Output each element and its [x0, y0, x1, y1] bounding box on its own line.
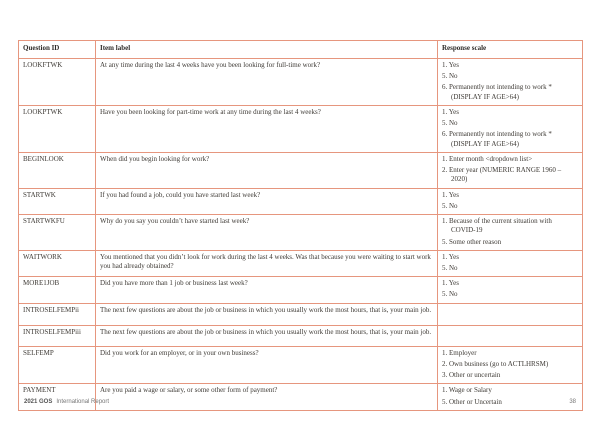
question-id-cell: LOOKPTWK	[19, 105, 96, 152]
response-scale-option: 1. Because of the current situation with COVID-19	[442, 217, 552, 235]
response-scale-option: 5. No	[442, 201, 458, 210]
response-scale-cell	[438, 59, 583, 106]
item-label-cell: Why do you say you couldn’t have started last week?	[96, 215, 438, 251]
table-row	[19, 215, 583, 251]
question-id-cell: INTROSELFEMPiii	[19, 325, 96, 346]
table-row	[19, 303, 583, 325]
table-header-row	[19, 41, 583, 59]
page-number: 38	[569, 399, 576, 405]
question-id-cell: PAYMENT	[19, 384, 96, 410]
header-response-scale: Response scale	[438, 41, 583, 59]
response-scale-option: 5. Other or Uncertain	[442, 397, 502, 406]
question-id-cell: MORE1JOB	[19, 277, 96, 303]
header-item-label: Item label	[96, 41, 438, 59]
response-scale-cell	[438, 325, 583, 346]
question-id-cell: STARTWK	[19, 188, 96, 214]
item-label-cell: The next few questions are about the job or business in which you usually work the most hours, that is, your main job.	[96, 325, 438, 346]
header-question-id: Question ID	[19, 41, 96, 59]
response-scale-option: 5. No	[442, 119, 458, 128]
response-scale-cell	[438, 346, 583, 384]
item-label-cell: If you had found a job, could you have started last week?	[96, 188, 438, 214]
question-id-cell: BEGINLOOK	[19, 152, 96, 188]
response-scale-option: 2. Enter year (NUMERIC RANGE 1960 – 2020)	[442, 166, 562, 184]
question-id-cell: INTROSELFEMPii	[19, 303, 96, 325]
response-scale-option: 5. No	[442, 263, 458, 272]
table-row	[19, 188, 583, 214]
table-row	[19, 277, 583, 303]
table-row	[19, 346, 583, 384]
table-row	[19, 250, 583, 276]
response-scale-option: 1. Yes	[442, 279, 459, 288]
question-id-cell: LOOKFTWK	[19, 59, 96, 106]
response-scale-cell	[438, 152, 583, 188]
table-row	[19, 325, 583, 346]
response-scale-cell	[438, 303, 583, 325]
response-scale-option: 6. Permanently not intending to work *(DISPLAY IF AGE>64)	[442, 83, 552, 101]
response-scale-option: 1. Yes	[442, 107, 459, 116]
response-scale-option: 5. No	[442, 290, 458, 299]
response-scale-cell	[438, 277, 583, 303]
response-scale-option: 1. Yes	[442, 61, 459, 69]
response-scale-option: 1. Yes	[442, 190, 459, 199]
item-label-cell: Did you have more than 1 job or business last week?	[96, 277, 438, 303]
response-scale-cell	[438, 384, 583, 410]
table-row	[19, 384, 583, 410]
response-scale-option: 5. No	[442, 72, 458, 81]
item-label-cell: Have you been looking for part-time work at any time during the last 4 weeks?	[96, 105, 438, 152]
page-footer	[24, 399, 576, 405]
table-body	[19, 59, 583, 411]
table-row	[19, 105, 583, 152]
question-table	[18, 40, 583, 411]
question-id-cell: WAITWORK	[19, 250, 96, 276]
response-scale-option: 1. Wage or Salary	[442, 386, 492, 395]
response-scale-cell	[438, 250, 583, 276]
table-row	[19, 59, 583, 106]
item-label-cell: At any time during the last 4 weeks have you been looking for full-time work?	[96, 59, 438, 106]
question-id-cell: SELFEMP	[19, 346, 96, 384]
response-scale-option: 6. Permanently not intending to work *(DISPLAY IF AGE>64)	[442, 130, 552, 148]
item-label-cell: Did you work for an employer, or in your own business?	[96, 346, 438, 384]
response-scale-cell	[438, 105, 583, 152]
response-scale-cell	[438, 188, 583, 214]
item-label-cell: Are you paid a wage or salary, or some other form of payment?	[96, 384, 438, 410]
footer-brand: 2021 GOS	[24, 399, 53, 405]
response-scale-option: 1. Enter month <dropdown list>	[442, 154, 533, 163]
response-scale-option: 2. Own business (go to ACTLHRSM)	[442, 359, 549, 368]
response-scale-option: 1. Yes	[442, 252, 459, 261]
response-scale-option: 5. Some other reason	[442, 237, 502, 246]
question-id-cell: STARTWKFU	[19, 215, 96, 251]
response-scale-option: 3. Other or uncertain	[442, 371, 501, 380]
footer-report-title	[24, 399, 109, 405]
response-scale-cell	[438, 215, 583, 251]
table-row	[19, 152, 583, 188]
item-label-cell: The next few questions are about the job or business in which you usually work the most hours, that is, your main job.	[96, 303, 438, 325]
item-label-cell: You mentioned that you didn’t look for work during the last 4 weeks. Was that because you were waiting to start work you had already obtained?	[96, 250, 438, 276]
response-scale-option: 1. Employer	[442, 348, 477, 357]
footer-report-name: International Report	[56, 399, 110, 405]
item-label-cell: When did you begin looking for work?	[96, 152, 438, 188]
